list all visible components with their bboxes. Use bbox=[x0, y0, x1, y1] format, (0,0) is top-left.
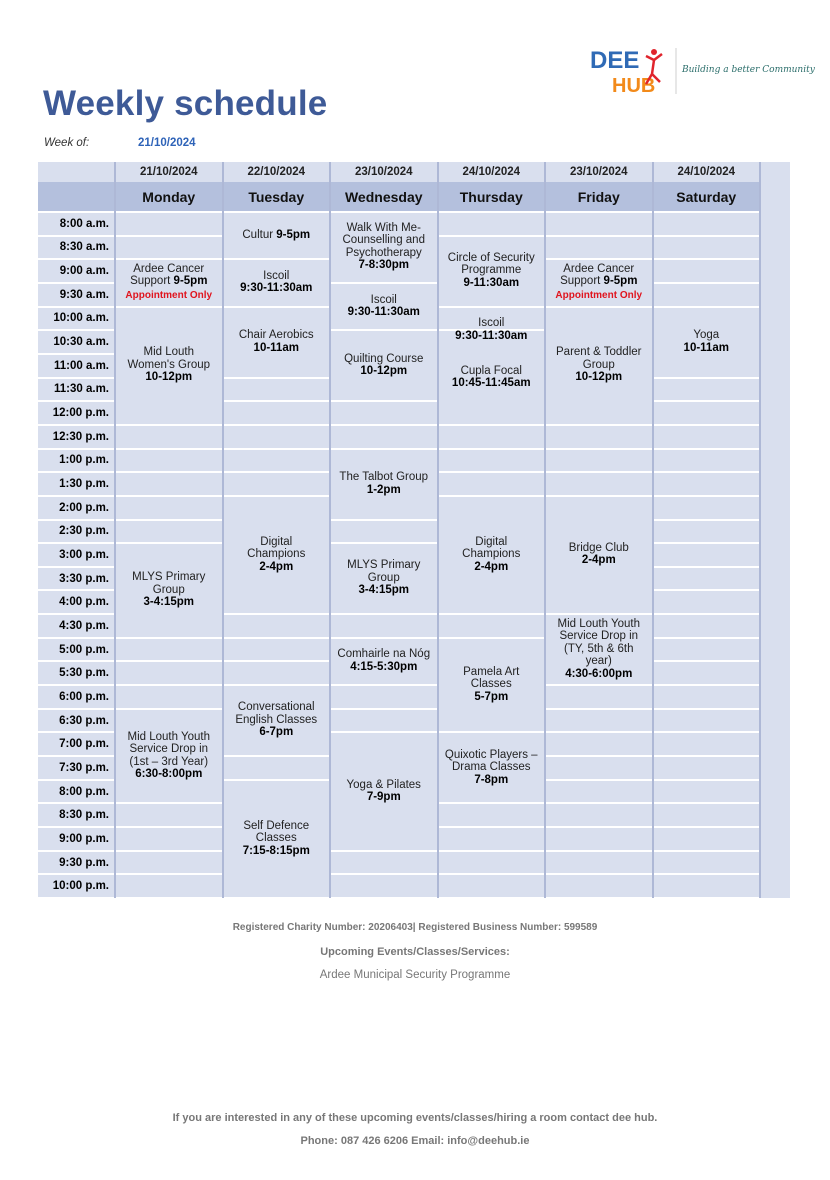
time-label: 10:30 a.m. bbox=[53, 336, 109, 349]
event-name: Cultur bbox=[242, 228, 277, 241]
row-divider bbox=[115, 660, 223, 662]
event-time: 2-4pm bbox=[581, 554, 616, 567]
event-time: 6-7pm bbox=[259, 726, 294, 739]
schedule-event bbox=[331, 543, 437, 613]
time-label: 4:30 p.m. bbox=[59, 619, 109, 632]
row-divider bbox=[115, 684, 223, 686]
row-divider bbox=[330, 897, 438, 899]
time-label: 9:00 a.m. bbox=[59, 265, 109, 278]
row-divider bbox=[545, 826, 653, 828]
time-label: 9:30 p.m. bbox=[59, 856, 109, 869]
event-time: 9:30-11:30am bbox=[240, 282, 313, 295]
row-divider bbox=[38, 826, 115, 828]
time-header-blank bbox=[38, 182, 114, 212]
event-name: Cupla Focal bbox=[460, 364, 522, 377]
event-name: Mid Louth Youth bbox=[127, 730, 210, 743]
schedule-event bbox=[546, 307, 652, 424]
event-time: 3-4:15pm bbox=[358, 584, 409, 597]
event-name: Service Drop in bbox=[129, 743, 209, 756]
day-header-friday: Friday bbox=[546, 182, 652, 212]
row-divider bbox=[38, 731, 115, 733]
row-divider bbox=[653, 424, 761, 426]
week-of-label: Week of: bbox=[44, 137, 90, 149]
row-divider bbox=[653, 235, 761, 237]
row-divider bbox=[653, 258, 761, 260]
event-time: 9-5pm bbox=[603, 275, 638, 288]
row-divider bbox=[653, 779, 761, 781]
event-time: 7-9pm bbox=[366, 791, 401, 804]
schedule-event bbox=[224, 685, 330, 755]
event-name: Conversational bbox=[237, 701, 315, 714]
row-divider bbox=[38, 211, 115, 213]
row-divider bbox=[653, 495, 761, 497]
row-divider bbox=[653, 637, 761, 639]
row-divider bbox=[223, 660, 331, 662]
row-divider bbox=[653, 850, 761, 852]
event-time: 10-12pm bbox=[145, 371, 193, 384]
day-header-monday: Monday bbox=[116, 182, 222, 212]
schedule-event bbox=[224, 212, 330, 258]
time-label: 12:00 p.m. bbox=[52, 407, 109, 420]
schedule-event bbox=[224, 496, 330, 613]
row-divider bbox=[653, 400, 761, 402]
event-note: Appointment Only bbox=[125, 289, 213, 301]
time-label: 6:30 p.m. bbox=[59, 714, 109, 727]
row-divider bbox=[38, 424, 115, 426]
time-label: 11:00 a.m. bbox=[54, 359, 109, 372]
row-divider bbox=[545, 755, 653, 757]
row-divider bbox=[38, 448, 115, 450]
time-label: 10:00 p.m. bbox=[52, 880, 109, 893]
event-name: Pamela Art bbox=[463, 665, 520, 678]
day-header-tuesday: Tuesday bbox=[224, 182, 330, 212]
time-label: 10:00 a.m. bbox=[53, 312, 109, 325]
row-divider bbox=[545, 708, 653, 710]
row-divider bbox=[545, 850, 653, 852]
event-name: Mid Louth Youth bbox=[557, 617, 640, 630]
row-divider bbox=[38, 495, 115, 497]
event-note: Appointment Only bbox=[555, 289, 643, 301]
row-divider bbox=[330, 708, 438, 710]
event-name: Chair Aerobics bbox=[238, 329, 314, 342]
row-divider bbox=[223, 448, 331, 450]
event-name: Comhairle na Nóg bbox=[337, 648, 431, 661]
page-title: Weekly schedule bbox=[43, 84, 328, 123]
event-name: Yoga bbox=[693, 329, 720, 342]
event-time: 2-4pm bbox=[259, 560, 294, 573]
event-name: Digital bbox=[475, 535, 508, 548]
row-divider bbox=[653, 802, 761, 804]
event-time: 10-12pm bbox=[575, 371, 623, 384]
event-name: Service Drop in bbox=[559, 630, 639, 643]
event-name: Group bbox=[582, 358, 615, 371]
schedule-event bbox=[546, 259, 652, 305]
event-name: Self Defence bbox=[243, 819, 310, 832]
event-time: 9-5pm bbox=[276, 228, 311, 241]
row-divider bbox=[38, 519, 115, 521]
schedule-event bbox=[331, 330, 437, 400]
event-name: Group bbox=[152, 583, 185, 596]
event-name: MLYS Primary bbox=[132, 571, 206, 584]
row-divider bbox=[330, 684, 438, 686]
row-divider bbox=[38, 329, 115, 331]
row-divider bbox=[545, 684, 653, 686]
row-divider bbox=[653, 211, 761, 213]
svg-text:DEE: DEE bbox=[590, 47, 640, 74]
row-divider bbox=[223, 897, 331, 899]
row-divider bbox=[38, 400, 115, 402]
row-divider bbox=[653, 471, 761, 473]
row-divider bbox=[38, 755, 115, 757]
schedule-event bbox=[439, 732, 545, 802]
day-header-saturday: Saturday bbox=[654, 182, 760, 212]
schedule-event bbox=[331, 638, 437, 684]
row-divider bbox=[653, 519, 761, 521]
event-time: 9-5pm bbox=[173, 275, 208, 288]
event-name: Mid Louth bbox=[143, 346, 194, 359]
row-divider bbox=[115, 802, 223, 804]
row-divider bbox=[115, 424, 223, 426]
row-divider bbox=[115, 471, 223, 473]
column-divider bbox=[759, 162, 761, 898]
row-divider bbox=[38, 684, 115, 686]
row-divider bbox=[115, 235, 223, 237]
event-time: 9-11:30am bbox=[463, 276, 520, 289]
row-divider bbox=[115, 495, 223, 497]
event-name: Bridge Club bbox=[568, 541, 629, 554]
contact-line: If you are interested in any of these upcoming events/classes/hiring a room contact dee hub. bbox=[172, 1112, 658, 1124]
event-name: (1st – 3rd Year) bbox=[129, 755, 209, 768]
event-name: Ardee Cancer bbox=[133, 262, 205, 275]
row-divider bbox=[115, 850, 223, 852]
row-divider bbox=[330, 519, 438, 521]
row-divider bbox=[653, 873, 761, 875]
time-label: 7:00 p.m. bbox=[59, 738, 109, 751]
time-label: 2:00 p.m. bbox=[59, 501, 109, 514]
row-divider bbox=[653, 731, 761, 733]
schedule-event bbox=[116, 543, 222, 637]
row-divider bbox=[38, 873, 115, 875]
row-divider bbox=[38, 897, 115, 899]
svg-text:Building a better Community: Building a better Community bbox=[682, 65, 815, 75]
row-divider bbox=[115, 448, 223, 450]
event-name: (TY, 5th & 6th year) bbox=[564, 642, 634, 668]
row-divider bbox=[545, 235, 653, 237]
row-divider bbox=[653, 613, 761, 615]
day-header-wednesday: Wednesday bbox=[331, 182, 437, 212]
row-divider bbox=[545, 211, 653, 213]
event-name: Counselling and bbox=[342, 234, 425, 247]
time-label: 2:30 p.m. bbox=[59, 525, 109, 538]
row-divider bbox=[115, 211, 223, 213]
time-label: 8:00 a.m. bbox=[59, 217, 109, 230]
time-label: 8:00 p.m. bbox=[59, 785, 109, 798]
row-divider bbox=[38, 377, 115, 379]
date-header: 21/10/2024 bbox=[139, 166, 198, 178]
row-divider bbox=[38, 589, 115, 591]
row-divider bbox=[223, 637, 331, 639]
date-header: 23/10/2024 bbox=[569, 166, 628, 178]
event-name: Quilting Course bbox=[344, 352, 424, 365]
row-divider bbox=[653, 708, 761, 710]
event-time: 4:15-5:30pm bbox=[350, 660, 418, 673]
event-name: Iscoil bbox=[370, 293, 397, 306]
row-divider bbox=[38, 708, 115, 710]
row-divider bbox=[438, 873, 546, 875]
event-time: 7:15-8:15pm bbox=[242, 844, 310, 857]
event-time: 3-4:15pm bbox=[143, 596, 194, 609]
event-time: 7-8:30pm bbox=[358, 259, 409, 272]
row-divider bbox=[438, 897, 546, 899]
row-divider bbox=[223, 471, 331, 473]
event-name: Classes bbox=[470, 678, 512, 691]
row-divider bbox=[653, 897, 761, 899]
row-divider bbox=[653, 826, 761, 828]
row-divider bbox=[545, 448, 653, 450]
schedule-event bbox=[439, 638, 545, 732]
time-label: 3:00 p.m. bbox=[59, 548, 109, 561]
schedule-event bbox=[331, 283, 437, 329]
schedule-event bbox=[116, 259, 222, 305]
event-name: Women's Group bbox=[127, 358, 211, 371]
date-header: 23/10/2024 bbox=[354, 166, 413, 178]
row-divider bbox=[545, 873, 653, 875]
svg-text:HUB: HUB bbox=[612, 75, 656, 97]
row-divider bbox=[653, 660, 761, 662]
row-divider bbox=[653, 589, 761, 591]
row-divider bbox=[438, 826, 546, 828]
time-label: 6:00 p.m. bbox=[59, 690, 109, 703]
row-divider bbox=[223, 755, 331, 757]
date-header: 24/10/2024 bbox=[677, 166, 736, 178]
event-name: MLYS Primary Group bbox=[347, 559, 421, 584]
row-divider bbox=[223, 400, 331, 402]
event-time: 6:30-8:00pm bbox=[135, 768, 203, 781]
event-name: Champions bbox=[462, 548, 521, 561]
event-time: 1-2pm bbox=[366, 483, 401, 496]
row-divider bbox=[115, 826, 223, 828]
upcoming-item: Ardee Municipal Security Programme bbox=[319, 969, 511, 981]
event-time: 2-4pm bbox=[474, 560, 509, 573]
registration-line: Registered Charity Number: 20206403| Registered Business Number: 599589 bbox=[232, 922, 598, 933]
event-time: 9:30-11:30am bbox=[455, 329, 528, 342]
row-divider bbox=[653, 448, 761, 450]
day-header-thursday: Thursday bbox=[439, 182, 545, 212]
event-name: Classes bbox=[255, 832, 297, 845]
row-divider bbox=[38, 660, 115, 662]
row-divider bbox=[38, 637, 115, 639]
row-divider bbox=[545, 802, 653, 804]
time-label: 3:30 p.m. bbox=[59, 572, 109, 585]
row-divider bbox=[545, 471, 653, 473]
row-divider bbox=[545, 424, 653, 426]
event-time: 9:30-11:30am bbox=[347, 306, 420, 319]
row-divider bbox=[653, 755, 761, 757]
row-divider bbox=[38, 542, 115, 544]
schedule-event bbox=[546, 614, 652, 684]
row-divider bbox=[38, 258, 115, 260]
event-time: 4:30-6:00pm bbox=[565, 667, 633, 680]
row-divider bbox=[330, 613, 438, 615]
time-label: 8:30 p.m. bbox=[59, 809, 109, 822]
row-divider bbox=[223, 377, 331, 379]
row-divider bbox=[653, 542, 761, 544]
event-name: Champions bbox=[247, 548, 306, 561]
row-divider bbox=[38, 235, 115, 237]
time-label: 1:00 p.m. bbox=[59, 454, 109, 467]
time-label: 11:30 a.m. bbox=[54, 383, 109, 396]
event-name: Support bbox=[130, 275, 174, 288]
row-divider bbox=[438, 802, 546, 804]
row-divider bbox=[653, 377, 761, 379]
row-divider bbox=[438, 850, 546, 852]
row-divider bbox=[653, 282, 761, 284]
schedule-event bbox=[224, 259, 330, 305]
time-label: 8:30 a.m. bbox=[59, 241, 109, 254]
row-divider bbox=[330, 424, 438, 426]
date-header: 22/10/2024 bbox=[247, 166, 306, 178]
date-header: 24/10/2024 bbox=[462, 166, 521, 178]
event-name: Iscoil bbox=[263, 269, 290, 282]
upcoming-heading: Upcoming Events/Classes/Services: bbox=[320, 946, 510, 958]
row-divider bbox=[545, 897, 653, 899]
row-divider bbox=[115, 519, 223, 521]
row-divider bbox=[223, 613, 331, 615]
schedule-event bbox=[224, 780, 330, 897]
event-name: English Classes bbox=[235, 713, 318, 726]
row-divider bbox=[38, 306, 115, 308]
row-divider bbox=[330, 873, 438, 875]
row-divider bbox=[545, 731, 653, 733]
event-name: Iscoil bbox=[478, 317, 505, 330]
event-time: 10-12pm bbox=[360, 365, 408, 378]
row-divider bbox=[115, 897, 223, 899]
schedule-event bbox=[224, 307, 330, 377]
event-name: Digital bbox=[260, 535, 293, 548]
week-of-date: 21/10/2024 bbox=[138, 137, 196, 149]
time-label: 9:30 a.m. bbox=[59, 288, 109, 301]
row-divider bbox=[38, 282, 115, 284]
schedule-event bbox=[439, 236, 545, 306]
schedule-event bbox=[439, 496, 545, 613]
schedule-event bbox=[116, 709, 222, 803]
schedule-event bbox=[654, 307, 760, 377]
row-divider bbox=[38, 566, 115, 568]
row-divider bbox=[653, 684, 761, 686]
dee-hub-logo bbox=[588, 44, 815, 98]
event-name: Walk With Me- bbox=[346, 221, 421, 234]
row-divider bbox=[223, 424, 331, 426]
row-divider bbox=[115, 637, 223, 639]
row-divider bbox=[438, 613, 546, 615]
row-divider bbox=[438, 211, 546, 213]
time-label: 7:30 p.m. bbox=[59, 761, 109, 774]
event-time: 5-7pm bbox=[474, 690, 509, 703]
event-name: Support bbox=[560, 275, 604, 288]
time-label: 5:30 p.m. bbox=[59, 667, 109, 680]
event-name: Programme bbox=[461, 264, 522, 277]
row-divider bbox=[653, 566, 761, 568]
row-divider bbox=[115, 873, 223, 875]
row-divider bbox=[438, 448, 546, 450]
time-label: 12:30 p.m. bbox=[52, 430, 109, 443]
schedule-event bbox=[116, 307, 222, 424]
row-divider bbox=[38, 471, 115, 473]
event-name: Ardee Cancer bbox=[563, 262, 635, 275]
time-label: 4:00 p.m. bbox=[59, 596, 109, 609]
event-name: Psychotherapy bbox=[345, 246, 422, 259]
event-name: The Talbot Group bbox=[339, 471, 429, 484]
event-time: 10:45-11:45am bbox=[451, 377, 531, 390]
row-divider bbox=[545, 779, 653, 781]
time-label: 9:00 p.m. bbox=[59, 832, 109, 845]
row-divider bbox=[38, 802, 115, 804]
event-name: Drama Classes bbox=[451, 761, 531, 774]
event-name: Parent & Toddler bbox=[556, 346, 642, 359]
column-divider bbox=[652, 162, 654, 898]
schedule-table bbox=[38, 162, 790, 898]
row-divider bbox=[438, 424, 546, 426]
schedule-event bbox=[546, 496, 652, 613]
row-divider bbox=[330, 850, 438, 852]
time-label: 5:00 p.m. bbox=[59, 643, 109, 656]
phone-email-line: Phone: 087 426 6206 Email: info@deehub.ie bbox=[300, 1135, 530, 1147]
event-name: Yoga & Pilates bbox=[346, 778, 421, 791]
event-name: Circle of Security bbox=[447, 251, 535, 264]
schedule-event bbox=[331, 449, 437, 519]
schedule-event bbox=[439, 330, 545, 424]
schedule-event bbox=[331, 732, 437, 849]
row-divider bbox=[38, 779, 115, 781]
row-divider bbox=[38, 353, 115, 355]
row-divider bbox=[38, 850, 115, 852]
event-time: 10-11am bbox=[253, 341, 299, 354]
event-time: 10-11am bbox=[683, 341, 729, 354]
row-divider bbox=[438, 471, 546, 473]
time-label: 1:30 p.m. bbox=[59, 478, 109, 491]
event-time: 7-8pm bbox=[474, 773, 509, 786]
event-name: Quixotic Players – bbox=[444, 748, 538, 761]
schedule-event bbox=[331, 212, 437, 282]
row-divider bbox=[330, 400, 438, 402]
row-divider bbox=[38, 613, 115, 615]
